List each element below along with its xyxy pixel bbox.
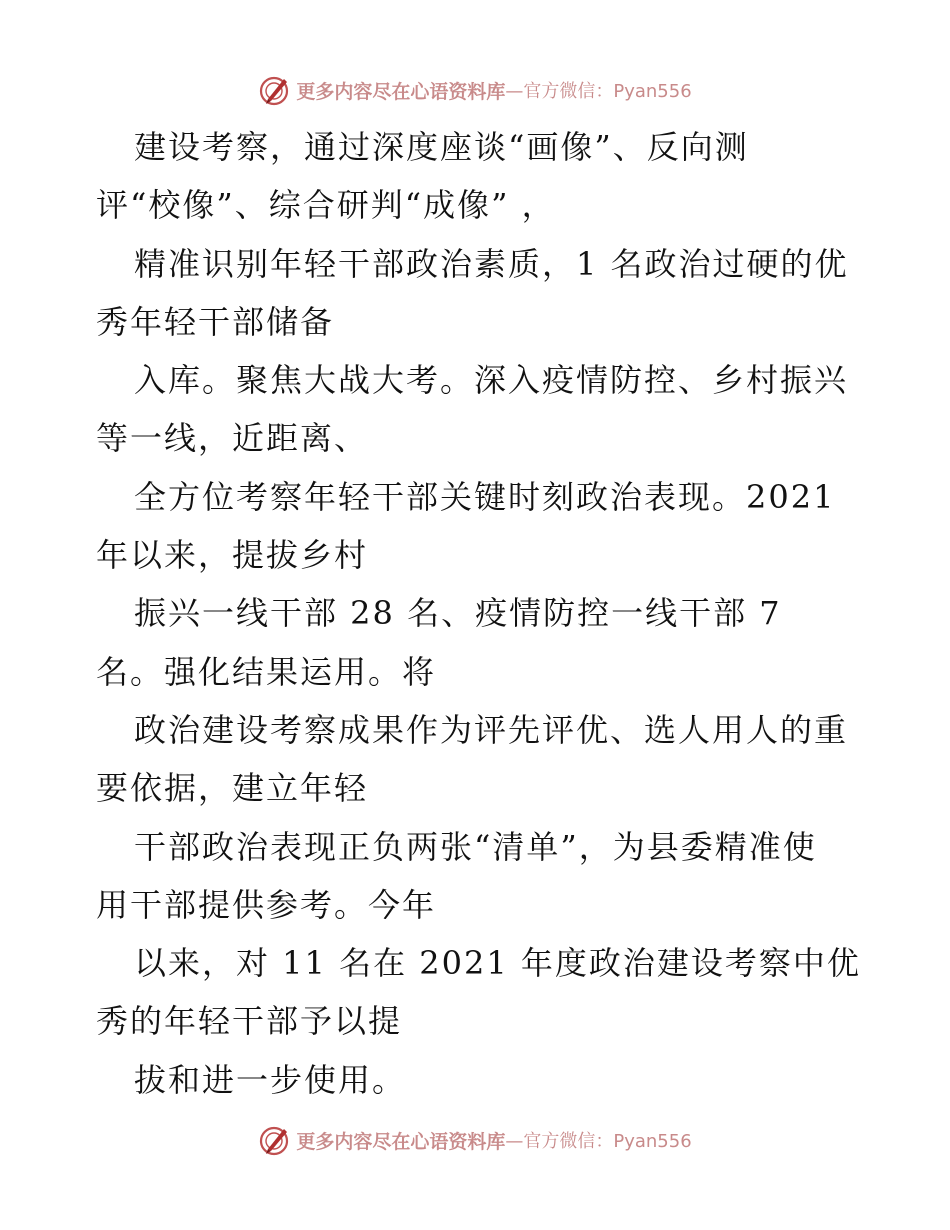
watermark-footer	[0, 1120, 950, 1160]
text-line: 秀的年轻干部予以提	[96, 1002, 403, 1041]
text-line: 入库。聚焦大战大考。深入疫情防控、乡村振兴	[134, 361, 849, 400]
watermark-contact: —官方微信：Pyan556	[505, 1131, 692, 1152]
document-body	[96, 118, 861, 1109]
text-line: 评“校像”、综合研判“成像” ，	[96, 186, 556, 225]
text-line: 精准识别年轻干部政治素质，1 名政治过硬的优	[134, 244, 849, 283]
text-line: 全方位考察年轻干部关键时刻政治表现。2021	[134, 477, 836, 516]
watermark-brand: 更多内容尽在心语资料库	[296, 1130, 506, 1153]
text-line: 振兴一线干部 28 名、疫情防控一线干部 7	[134, 594, 782, 633]
watermark-header	[0, 70, 950, 110]
text-line: 年以来，提拔乡村	[96, 536, 369, 575]
text-line: 建设考察，通过深度座谈“画像”、反向测	[134, 128, 749, 166]
watermark-brand: 更多内容尽在心语资料库	[296, 80, 506, 103]
brush-logo-icon	[258, 1123, 292, 1157]
text-line: 以来，对 11 名在 2021 年度政治建设考察中优	[134, 944, 861, 983]
watermark-contact: —官方微信：Pyan556	[505, 81, 692, 102]
text-line: 拔和进一步使用。	[134, 1060, 407, 1099]
text-line: 干部政治表现正负两张“清单”，为县委精准使	[134, 827, 817, 866]
text-line: 等一线，近距离、	[96, 419, 369, 458]
text-line: 名。强化结果运用。将	[96, 652, 437, 691]
text-line: 用干部提供参考。今年	[96, 885, 437, 924]
brush-logo-icon	[258, 73, 292, 107]
text-line: 要依据，建立年轻	[96, 769, 369, 808]
text-line: 政治建设考察成果作为评先评优、选人用人的重	[134, 710, 849, 749]
text-line: 秀年轻干部储备	[96, 302, 335, 341]
